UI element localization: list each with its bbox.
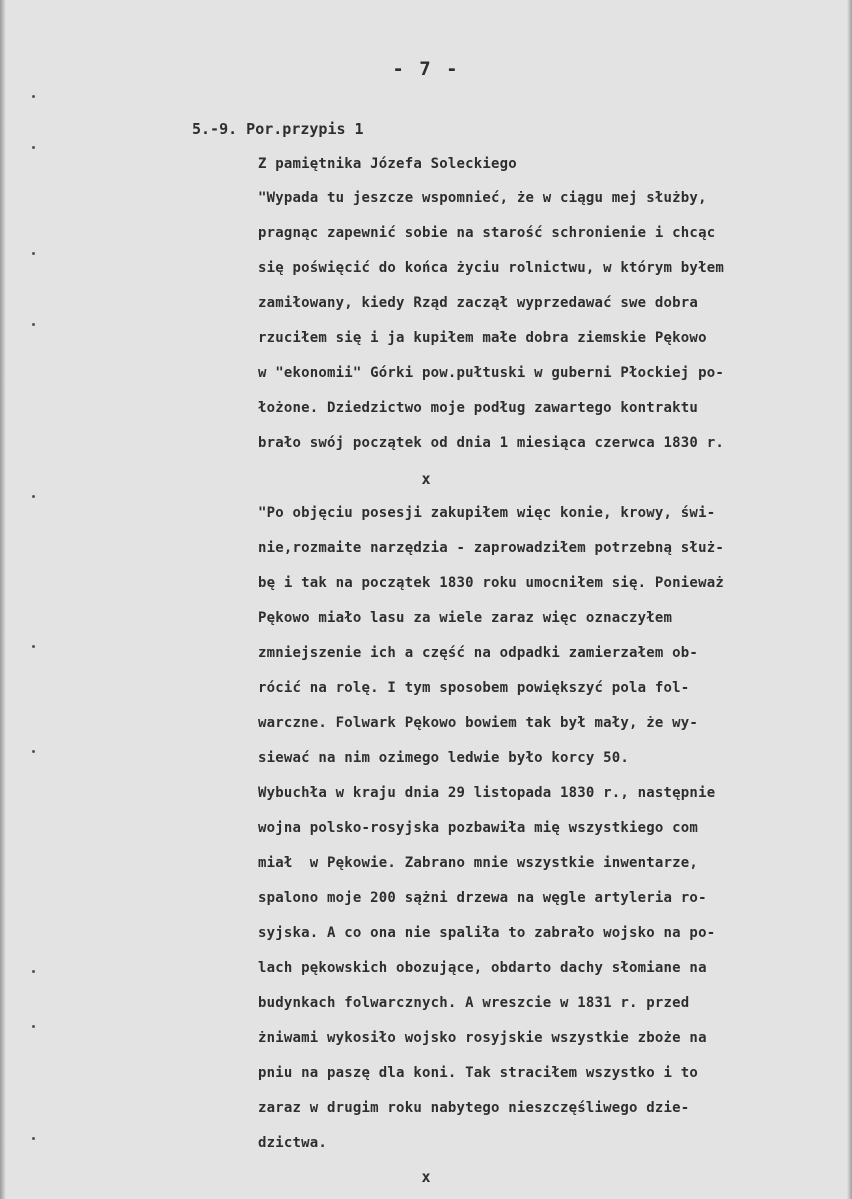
text-line: "Po objęciu posesji zakupiłem więc konie, krowy, świ- — [258, 505, 716, 521]
text-line: siewać na nim ozimego ledwie było korcy 50. — [258, 750, 630, 766]
text-line: bę i tak na początek 1830 roku umocniłem się. Ponieważ — [258, 575, 724, 591]
text-line: Z pamiętnika Józefa Soleckiego — [258, 156, 517, 172]
text-line: zamiłowany, kiedy Rząd zaczął wyprzedawać swe dobra — [258, 295, 699, 311]
text-line: rzuciłem się i ja kupiłem małe dobra ziemskie Pękowo — [258, 330, 707, 346]
text-line: syjska. A co ona nie spaliła to zabrało wojsko na po- — [258, 925, 716, 941]
text-line: pragnąc zapewnić sobie na starość schronienie i chcąc — [258, 225, 716, 241]
text-line: lach pękowskich obozujące, obdarto dachy słomiane na — [258, 960, 707, 976]
text-line: wojna polsko-rosyjska pozbawiła mię wszystkiego com — [258, 820, 699, 836]
text-line: zaraz w drugim roku nabytego nieszczęśliwego dzie- — [258, 1100, 690, 1116]
scan-speck — [32, 645, 35, 648]
text-line: warczne. Folwark Pękowo bowiem tak był mały, że wy- — [258, 715, 699, 731]
text-line: łożone. Dziedzictwo moje podług zawartego kontraktu — [258, 400, 699, 416]
scan-speck — [32, 1137, 35, 1140]
scan-speck — [32, 495, 35, 498]
page-number: - 7 - — [392, 58, 460, 80]
text-line: Pękowo miało lasu za wiele zaraz więc oznaczyłem — [258, 610, 673, 626]
scan-speck — [32, 146, 35, 149]
text-line: w "ekonomii" Górki pow.pułtuski w guberni Płockiej po- — [258, 365, 724, 381]
text-line: budynkach folwarcznych. A wreszcie w 1831 r. przed — [258, 995, 690, 1011]
footnote-reference: 5.-9. Por.przypis 1 — [192, 120, 364, 138]
section-separator: x — [421, 1168, 431, 1186]
text-line: żniwami wykosiło wojsko rosyjskie wszystkie zboże na — [258, 1030, 707, 1046]
scan-speck — [32, 970, 35, 973]
section-separator: x — [421, 470, 431, 488]
scan-speck — [32, 750, 35, 753]
text-line: pniu na paszę dla koni. Tak straciłem wszystko i to — [258, 1065, 699, 1081]
text-line: brało swój początek od dnia 1 miesiąca czerwca 1830 r. — [258, 435, 724, 451]
scan-speck — [32, 323, 35, 326]
text-line: miał w Pękowie. Zabrano mnie wszystkie inwentarze, — [258, 855, 699, 871]
text-line: się poświęcić do końca życiu rolnictwu, w którym byłem — [258, 260, 724, 276]
text-line: nie,rozmaite narzędzia - zaprowadziłem potrzebną służ- — [258, 540, 724, 556]
text-line: dzictwa. — [258, 1135, 328, 1151]
text-line: rócić na rolę. I tym sposobem powiększyć pola fol- — [258, 680, 690, 696]
text-line: zmniejszenie ich a część na odpadki zamierzałem ob- — [258, 645, 699, 661]
scan-speck — [32, 252, 35, 255]
text-line: "Wypada tu jeszcze wspomnieć, że w ciągu mej służby, — [258, 190, 707, 206]
text-line: spalono moje 200 sążni drzewa na węgle artyleria ro- — [258, 890, 707, 906]
text-line: Wybuchła w kraju dnia 29 listopada 1830 r., następnie — [258, 785, 716, 801]
scan-speck — [32, 1025, 35, 1028]
scan-speck — [32, 95, 35, 98]
